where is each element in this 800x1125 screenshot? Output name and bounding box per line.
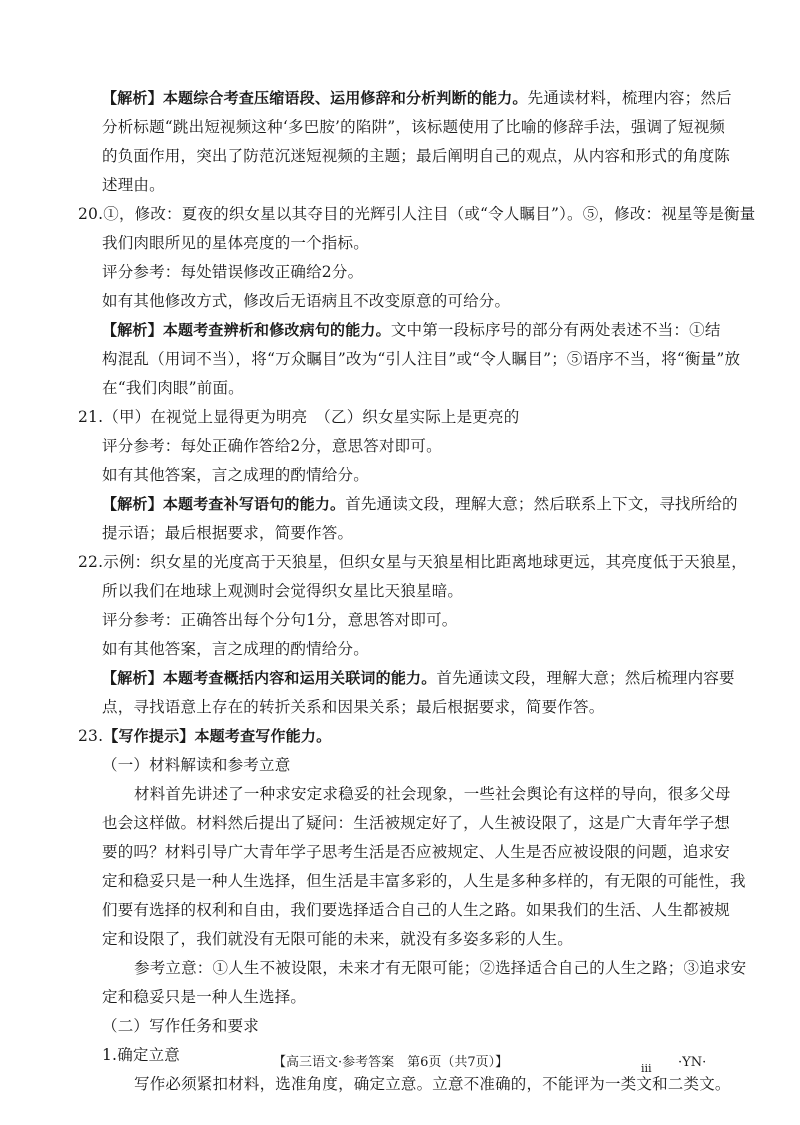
q20-other: 如有其他修改方式，修改后无语病且不改变原意的可给分。 xyxy=(102,292,511,310)
analysis-focus: 本题考查概括内容和运用关联词的能力。 xyxy=(162,669,437,687)
analysis-focus: 本题综合考查压缩语段、运用修辞和分析判断的能力。 xyxy=(162,89,528,107)
q22-other: 如有其他答案，言之成理的酌情给分。 xyxy=(102,640,369,658)
question-number: 23. xyxy=(78,727,104,745)
writing-tip-focus: 本题考查写作能力。 xyxy=(194,727,332,745)
q22-analysis-line-1 xyxy=(102,663,800,693)
item-1-title: 1.确定立意 xyxy=(102,1046,180,1064)
reference-idea-line-2: 定和稳妥只是一种人生选择。 xyxy=(102,988,307,1006)
q19-analysis-line-4: 述理由。 xyxy=(102,176,165,194)
q22-score: 评分参考：正确答出每个分句1分，意思答对即可。 xyxy=(102,611,458,629)
analysis-tag: 【解析】 xyxy=(102,669,163,687)
footer-title: 【高三语文·参考答案 第6页（共7页）】 xyxy=(273,1055,509,1070)
reference-idea-line-1: 参考立意：①人生不被设限，未来才有无限可能；②选择适合自己的人生之路；③追求安 xyxy=(134,959,747,977)
analysis-focus: 本题考查补写语句的能力。 xyxy=(162,495,346,513)
section-2-title: （二）写作任务和要求 xyxy=(102,1017,260,1035)
q21-analysis-line-1 xyxy=(102,489,800,519)
analysis-text: 先通读材料，梳理内容；然后 xyxy=(527,89,732,107)
q23-heading xyxy=(78,721,800,751)
material-para-line-2: 也会这样做。材料然后提出了疑问：生活被规定好了，人生被设限了，这是广大青年学子想 xyxy=(102,814,731,832)
q21-score: 评分参考：每处正确作答给2分，意思答对即可。 xyxy=(102,437,442,455)
footer-mark: ⅲ xyxy=(641,1062,652,1075)
material-para-line-6: 定和设限了，我们就没有无限可能的未来，就没有多姿多彩的人生。 xyxy=(102,930,574,948)
material-para-line-3: 要的吗？材料引导广大青年学子思考生活是否应被规定、人生是否应被设限的问题，追求安 xyxy=(102,843,731,861)
q20-answer-line-2: 我们肉眼所见的星体亮度的一个指标。 xyxy=(102,234,369,252)
analysis-text: 首先通读文段，理解大意；然后梳理内容要 xyxy=(436,669,735,687)
q19-analysis-line-1 xyxy=(102,83,800,113)
q21-other: 如有其他答案，言之成理的酌情给分。 xyxy=(102,466,369,484)
analysis-text: 文中第一段标序号的部分有两处表述不当：①结 xyxy=(390,321,721,339)
analysis-focus: 本题考查辨析和修改病句的能力。 xyxy=(162,321,391,339)
q20-analysis-line-2: 构混乱（用词不当），将“万众瞩目”改为“引人注目”或“令人瞩目”；⑤语序不当，将“衡量”放 xyxy=(102,350,741,368)
writing-tip-tag: 【写作提示】 xyxy=(103,727,195,745)
analysis-tag: 【解析】 xyxy=(102,321,163,339)
q21-analysis-line-2: 提示语；最后根据要求，简要作答。 xyxy=(102,524,354,542)
item-1-text: 写作必须紧扣材料，选准角度，确定立意。立意不准确的，不能评为一类文和二类文。 xyxy=(134,1075,731,1093)
material-para-line-5: 们要有选择的权利和自由，我们要选择适合自己的人生之路。如果我们的生活、人生都被规 xyxy=(102,901,731,919)
q20-analysis-line-1 xyxy=(102,315,800,345)
q22-answer-line-2: 所以我们在地球上观测时会觉得织女星比天狼星暗。 xyxy=(102,582,464,600)
analysis-tag: 【解析】 xyxy=(102,89,163,107)
q19-analysis-line-3: 的负面作用，突出了防范沉迷短视频的主题；最后阐明自己的观点，从内容和形式的角度陈 xyxy=(102,147,731,165)
analysis-text: 首先通读文段，理解大意；然后联系上下文，寻找所给的 xyxy=(345,495,738,513)
q20-answer-line-1: 20.①，修改：夏夜的织女星以其夺目的光辉引人注目（或“令人瞩目”）。⑤，修改：视星等是衡量 xyxy=(78,205,756,223)
q21-answer: 21.（甲）在视觉上显得更为明亮 （乙）织女星实际上是更亮的 xyxy=(78,408,520,426)
q20-score: 评分参考：每处错误修改正确给2分。 xyxy=(102,263,364,281)
section-1-title: （一）材料解读和参考立意 xyxy=(102,756,291,774)
material-para-line-4: 定和稳妥只是一种人生选择，但生活是丰富多彩的，人生是多种多样的，有无限的可能性，我 xyxy=(102,872,746,890)
q19-analysis-line-2: 分析标题“跳出短视频这种‘多巴胺’的陷阱”，该标题使用了比喻的修辞手法，强调了短视频 xyxy=(102,118,726,136)
analysis-tag: 【解析】 xyxy=(102,495,163,513)
q20-analysis-line-3: 在“我们肉眼”前面。 xyxy=(102,379,244,397)
q22-answer-line-1: 22.示例：织女星的光度高于天狼星，但织女星与天狼星相比距离地球更远，其亮度低于天狼星， xyxy=(78,553,747,571)
q22-analysis-line-2: 点，寻找语意上存在的转折关系和因果关系；最后根据要求，简要作答。 xyxy=(102,698,605,716)
material-para-line-1: 材料首先讲述了一种求安定求稳妥的社会现象，一些社会舆论有这样的导向，很多父母 xyxy=(134,785,731,803)
footer-code: ·YN· xyxy=(678,1055,707,1070)
